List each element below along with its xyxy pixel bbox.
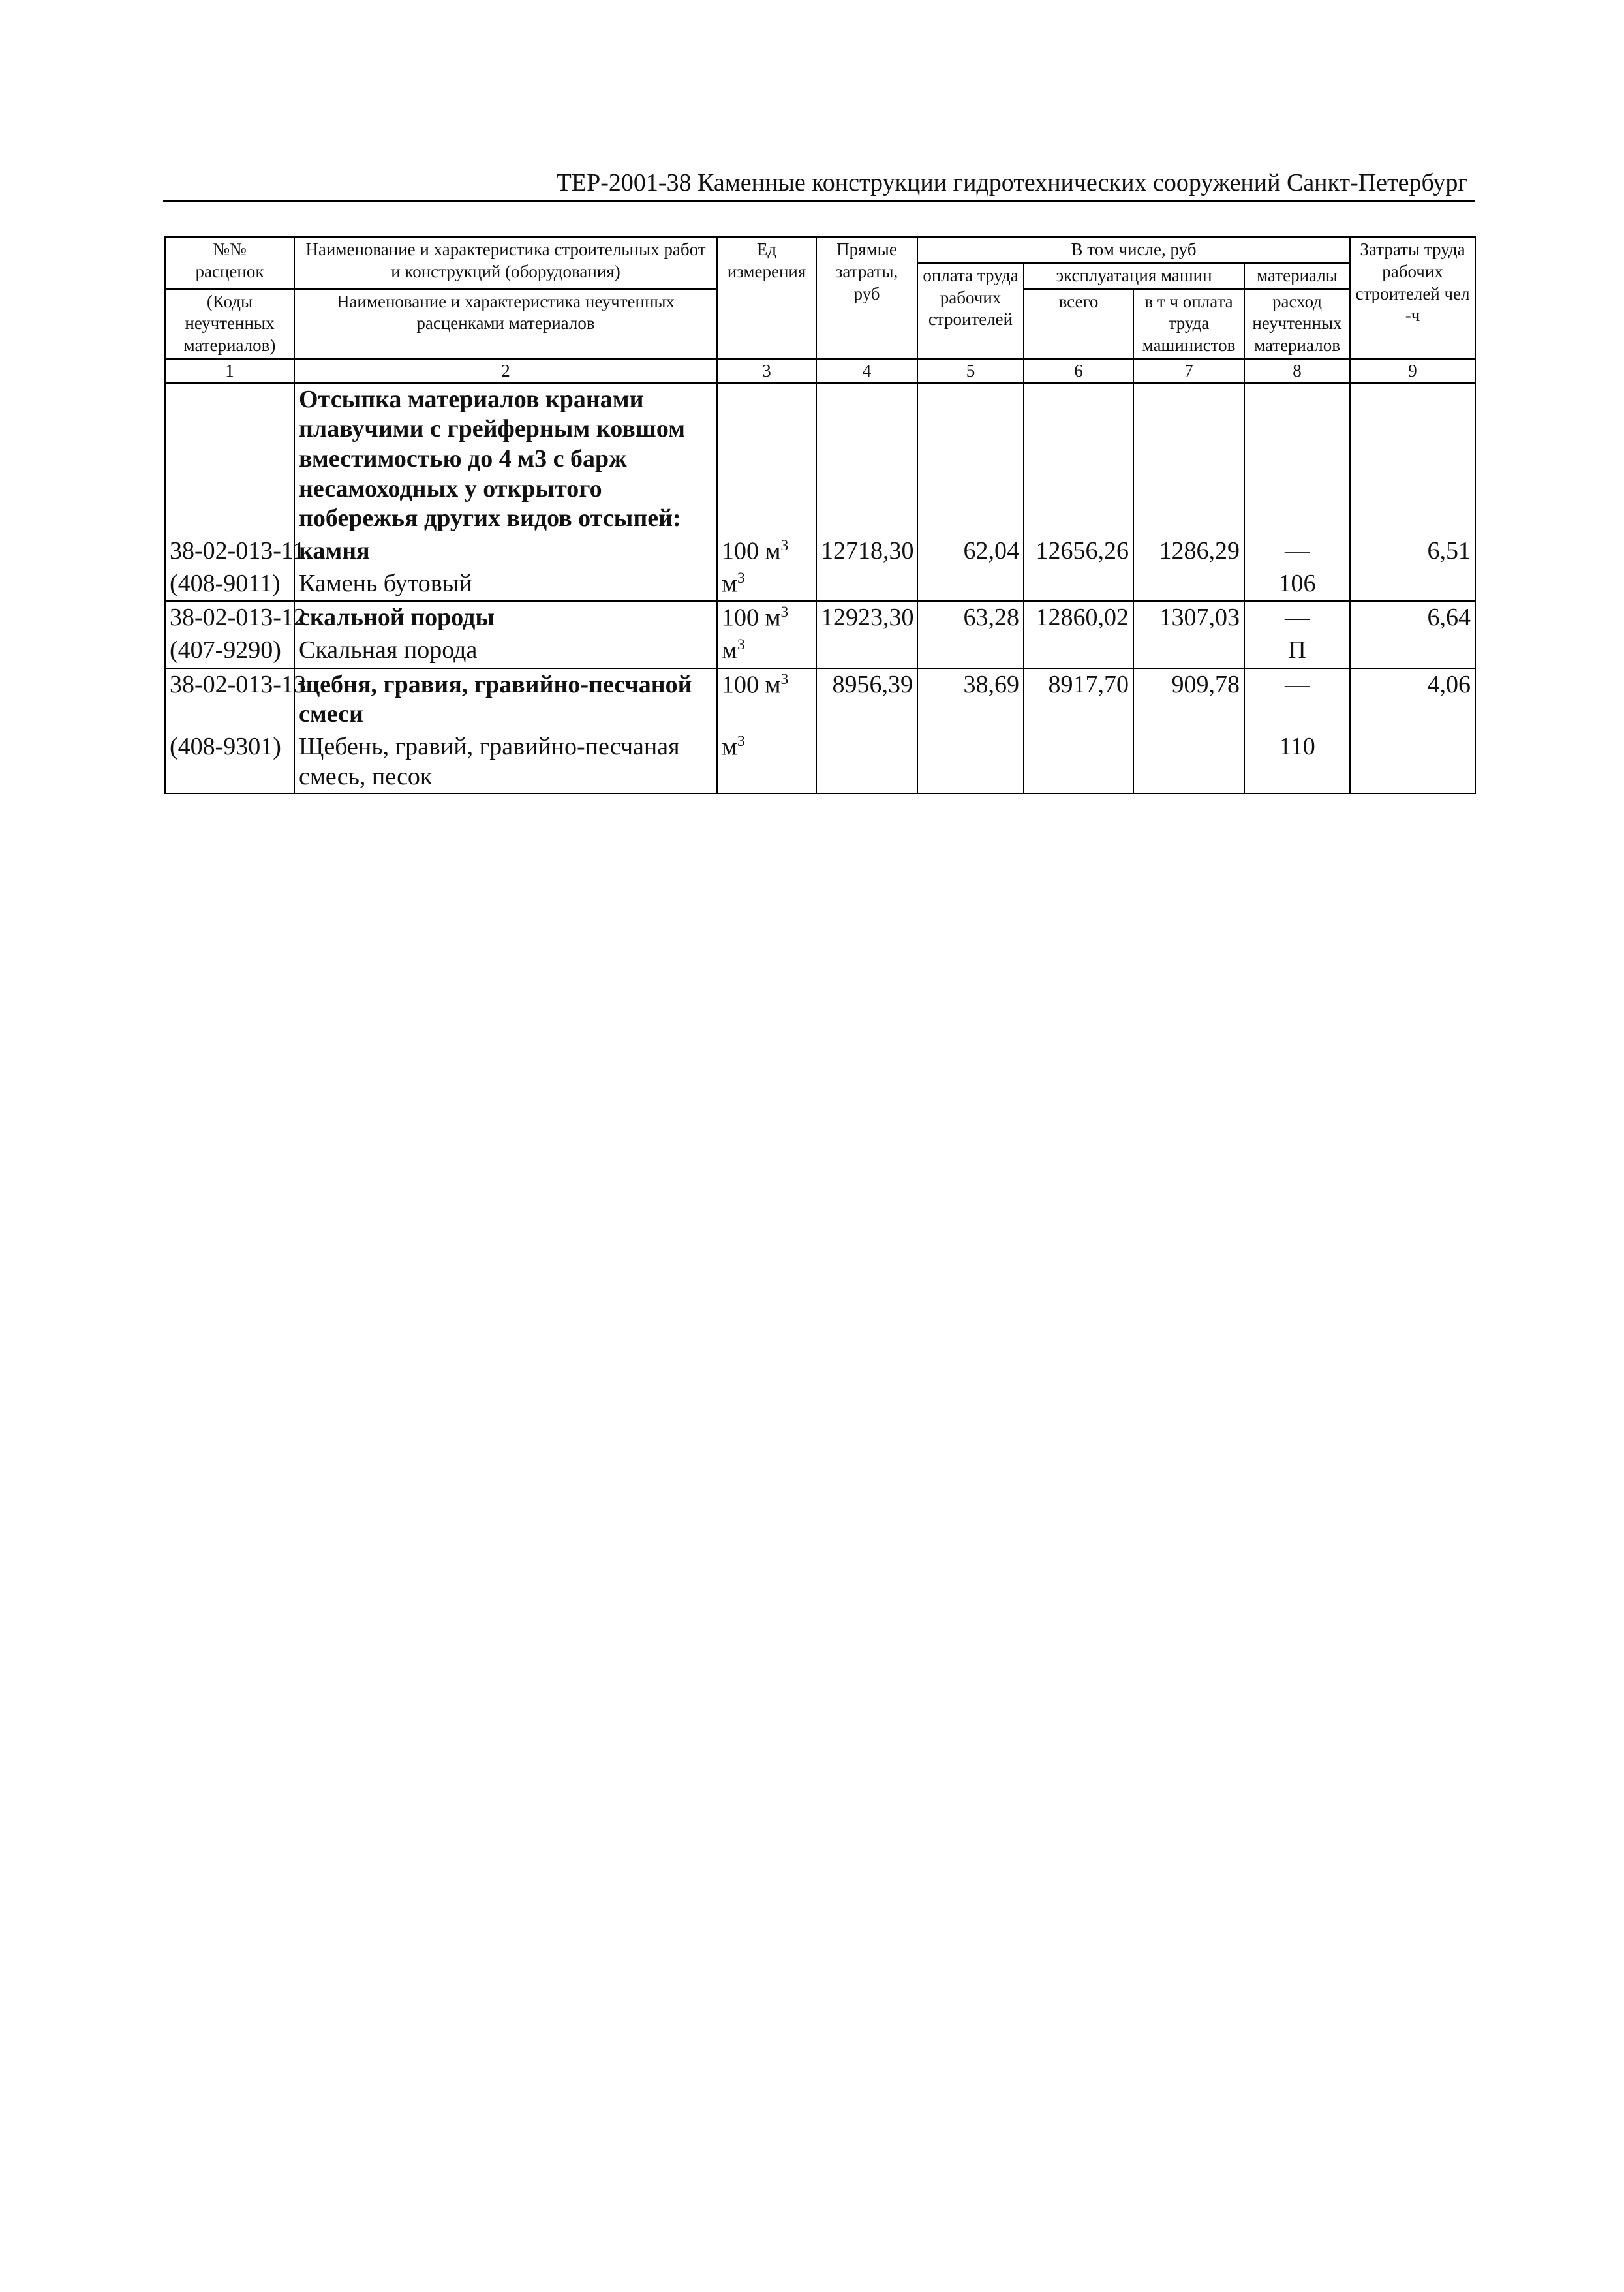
col-name-header: Наименование и характеристика строительных работ и конструкций (оборудования) xyxy=(294,237,717,289)
material-row: (407-9290) Скальная порода $м^3$ П xyxy=(165,634,1475,668)
col-name-sub-header: Наименование и характеристика неучтенных расценками материалов xyxy=(294,289,717,359)
col-code-header: №№ расценок xyxy=(165,237,294,289)
col-labor-cost-header: Затраты труда рабочих строителей чел -ч xyxy=(1350,237,1475,359)
group-title: Отсыпка материалов кранами плавучими с грейферным ковшом вместимостью до 4 м3 с барж несамоходных у открытого побережья других видов отсыпей: xyxy=(294,383,717,535)
col-materials-header: материалы xyxy=(1244,263,1350,289)
header-rule xyxy=(163,200,1475,202)
rate-row: 38-02-013-13 щебня, гравия, гравийно-песчаной смеси 100 $м^3$ 8956,39 38,69 8917,70 909,78 — 4,06 xyxy=(165,668,1475,731)
group-title-row xyxy=(165,383,1475,535)
rate-row: 38-02-013-12 скальной породы 100 $м^3$ 12923,30 63,28 12860,02 1307,03 — 6,64 xyxy=(165,601,1475,634)
col-machine-total-header: всего xyxy=(1024,289,1133,359)
col-labor-pay-header: оплата труда рабочих строителей xyxy=(917,263,1024,359)
col-machine-header: эксплуатация машин xyxy=(1024,263,1244,289)
rates-table xyxy=(164,236,1476,794)
page-header-title: ТЕР-2001-38 Каменные конструкции гидротехнических сооружений Санкт-Петербург xyxy=(556,169,1468,196)
col-incl-header: В том числе, руб xyxy=(917,237,1350,263)
page-header xyxy=(163,168,1475,202)
col-code-sub-header: (Коды неучтенных материалов) xyxy=(165,289,294,359)
col-direct-header: Прямые затраты, руб xyxy=(816,237,917,359)
material-row: (408-9301) Щебень, гравий, гравийно-песчаная смесь, песок $м^3$ 110 xyxy=(165,731,1475,794)
material-row: (408-9011) Камень бутовый $м^3$ 106 xyxy=(165,568,1475,601)
col-unit-header: Ед измерения xyxy=(717,237,816,359)
rate-row: 38-02-013-11 камня 100 $м^3$ 12718,30 62,04 12656,26 1286,29 — 6,51 xyxy=(165,535,1475,568)
column-index-row: 1 2 3 4 5 6 7 8 9 xyxy=(165,359,1475,383)
col-mat-consumption-header: расход неучтенных материалов xyxy=(1244,289,1350,359)
header-row-1 xyxy=(165,237,1475,263)
col-machine-pay-header: в т ч оплата труда машинистов xyxy=(1133,289,1244,359)
